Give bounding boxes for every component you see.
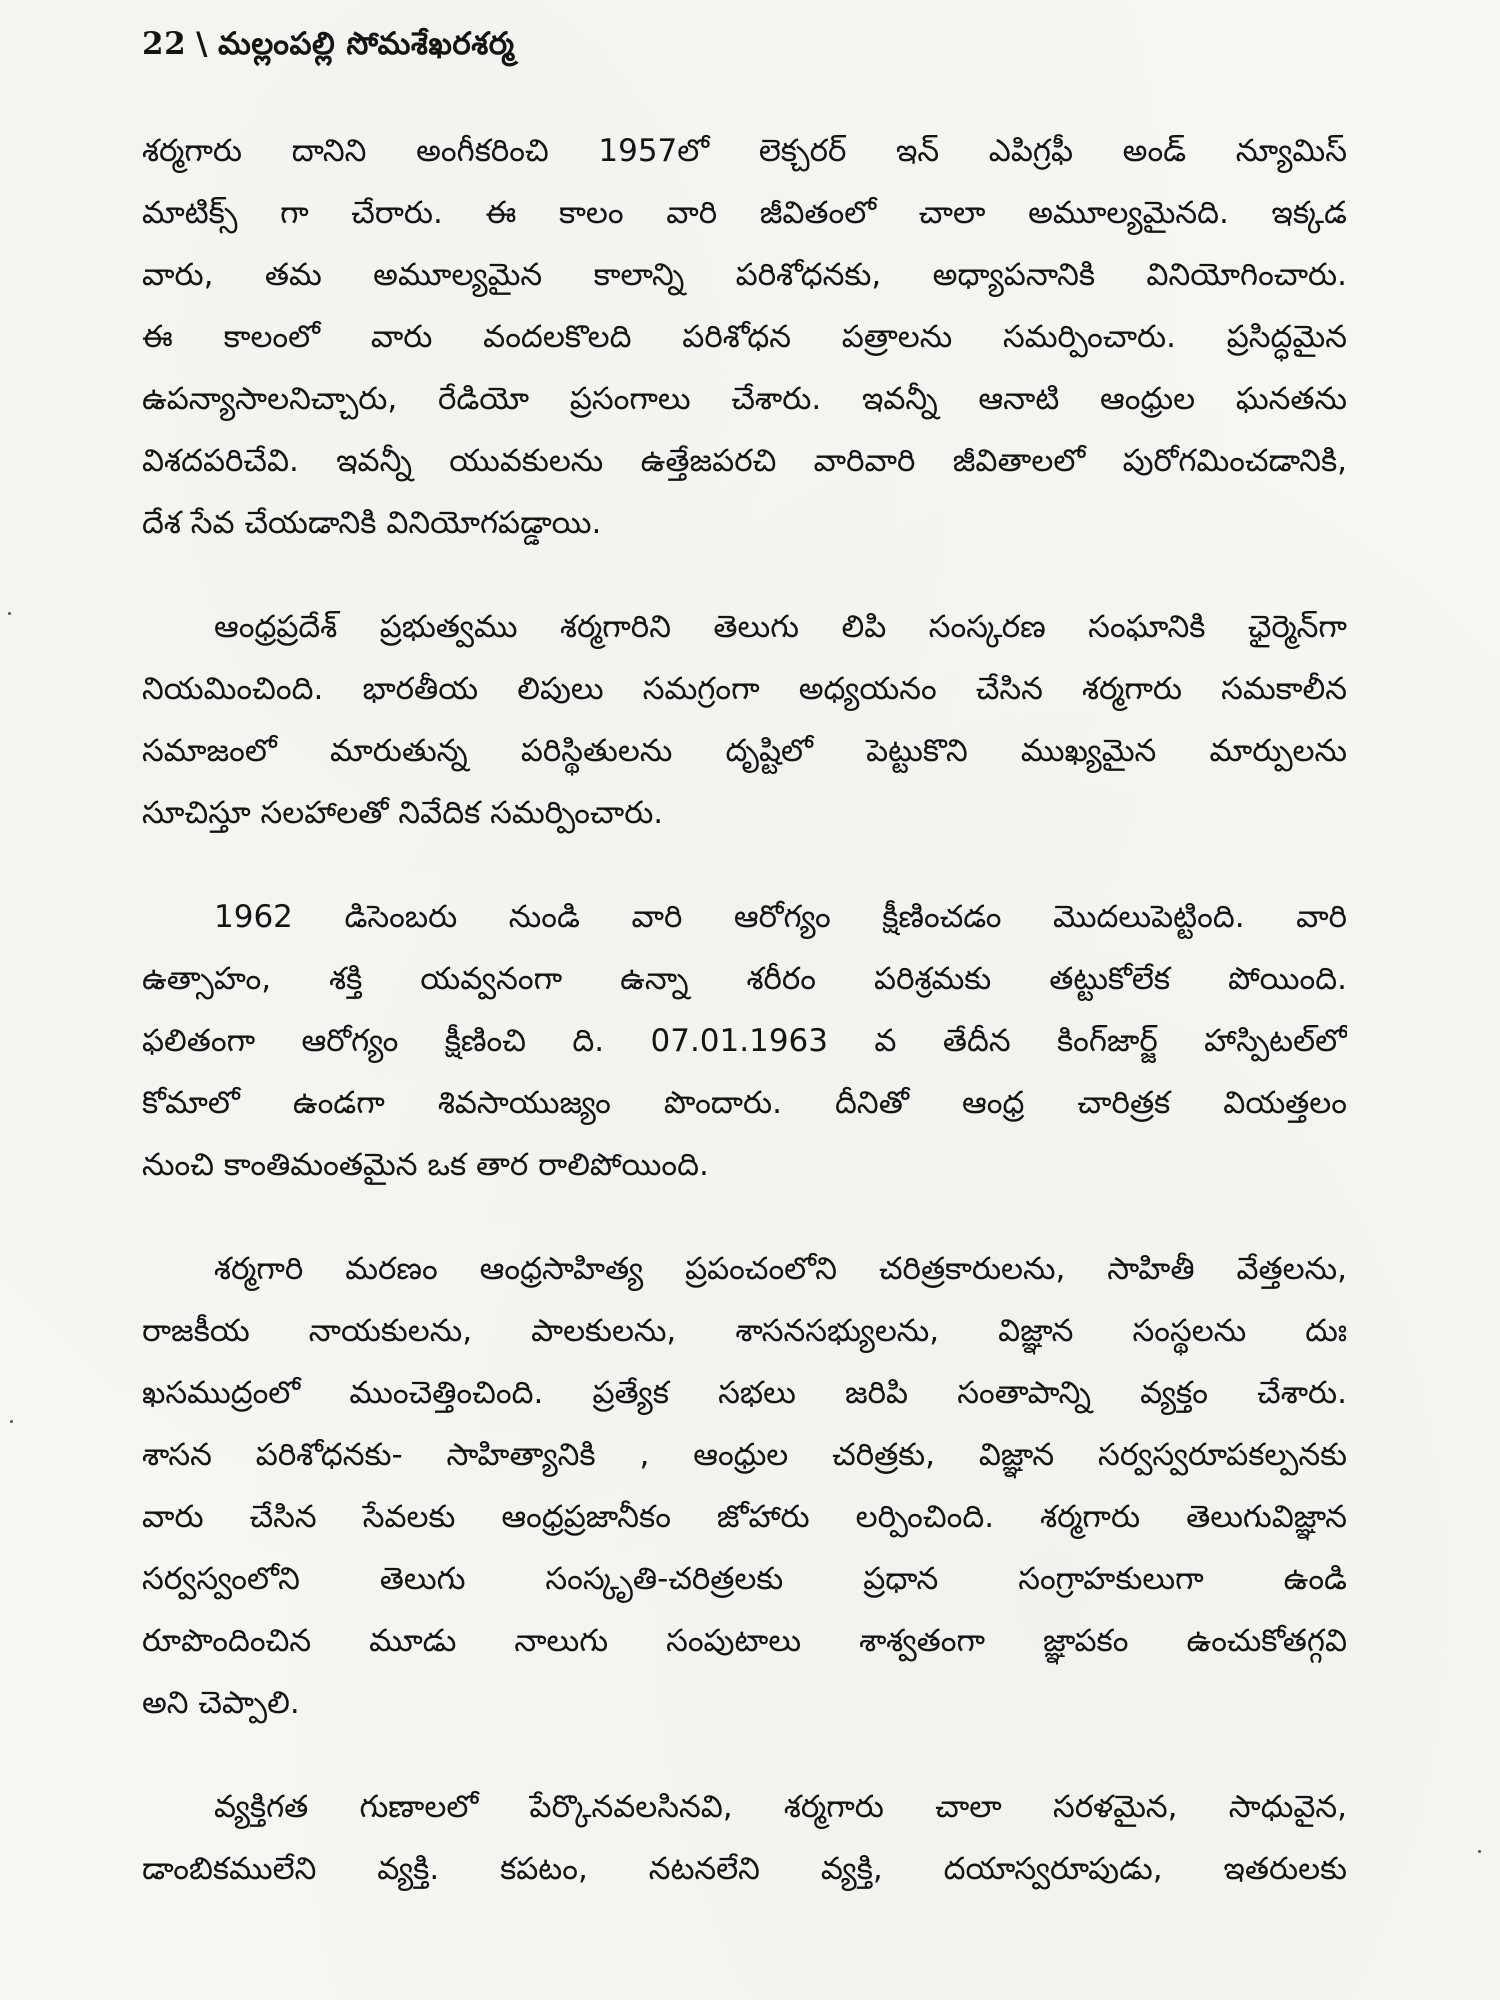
- text-line: రాజకీయ నాయకులను, పాలకులను, శాసనసభ్యులను, విజ్ఞాన సంస్థలను దుః: [142, 1313, 1347, 1349]
- text-line: ఖసముద్రంలో ముంచెత్తించింది. ప్రత్యేక సభలు జరిపి సంతాపాన్ని వ్యక్తం చేశారు.: [142, 1375, 1347, 1411]
- text-line: వ్యక్తిగత గుణాలలో పేర్కొనవలసినవి, శర్మగారు చాలా సరళమైన, సాధువైన,: [214, 1789, 1347, 1825]
- text-line: నుంచి కాంతిమంతమైన ఒక తార రాలిపోయింది.: [142, 1147, 709, 1183]
- paragraph-4: [142, 1238, 1347, 1734]
- text-line: సూచిస్తూ సలహాలతో నివేదిక సమర్పించారు.: [142, 795, 664, 831]
- text-line: దేశ సేవ చేయడానికి వినియోగపడ్డాయి.: [142, 505, 602, 541]
- text-line: 1962 డిసెంబరు నుండి వారి ఆరోగ్యం క్షీణించడం మొదలుపెట్టింది. వారి: [214, 899, 1347, 935]
- text-line: ఈ కాలంలో వారు వందలకొలది పరిశోధన పత్రాలను సమర్పించారు. ప్రసిద్ధమైన: [142, 319, 1347, 355]
- text-line: డాంబికములేని వ్యక్తి. కపటం, నటనలేని వ్యక్తి, దయాస్వరూపుడు, ఇతరులకు: [142, 1851, 1347, 1887]
- text-line: రూపొందించిన మూడు నాలుగు సంపుటాలు శాశ్వతంగా జ్ఞాపకం ఉంచుకోతగ్గవి: [142, 1623, 1347, 1659]
- body-text: [142, 120, 1347, 1942]
- text-line: ఫలితంగా ఆరోగ్యం క్షీణించి ది. 07.01.1963 వ తేదీన కింగ్‌జార్జ్ హాస్పిటల్‌లో: [142, 1023, 1347, 1059]
- text-line: వారు చేసిన సేవలకు ఆంధ్రప్రజానీకం జోహారు లర్పించింది. శర్మగారు తెలుగువిజ్ఞాన: [142, 1499, 1347, 1535]
- scan-speck: [10, 1420, 13, 1423]
- text-line: సర్వస్వంలోని తెలుగు సంస్కృతి-చరిత్రలకు ప్రధాన సంగ్రాహకులుగా ఉండి: [142, 1561, 1347, 1597]
- header-separator: \: [196, 26, 208, 62]
- scan-speck: [8, 612, 11, 615]
- running-title: మల్లంపల్లి సోమశేఖరశర్మ: [217, 26, 515, 62]
- running-header: [142, 26, 515, 69]
- paragraph-5: [142, 1776, 1347, 1900]
- text-line: ఉపన్యాసాలనిచ్చారు, రేడియో ప్రసంగాలు చేశారు. ఇవన్నీ ఆనాటి ఆంధ్రుల ఘనతను: [142, 381, 1347, 417]
- paragraph-1: [142, 120, 1347, 554]
- text-line: వారు, తమ అమూల్యమైన కాలాన్ని పరిశోధనకు, అధ్యాపనానికి వినియోగించారు.: [142, 257, 1347, 293]
- text-line: మాటిక్స్ గా చేరారు. ఈ కాలం వారి జీవితంలో చాలా అమూల్యమైనది. ఇక్కడ: [142, 195, 1347, 231]
- text-line: శర్మగారు దానిని అంగీకరించి 1957లో లెక్చరర్ ఇన్ ఎపిగ్రఫీ అండ్ న్యూమిస్: [142, 133, 1347, 169]
- paragraph-2: [142, 596, 1347, 844]
- text-line: కోమాలో ఉండగా శివసాయుజ్యం పొందారు. దీనితో ఆంధ్ర చారిత్రక వియత్తలం: [142, 1085, 1347, 1121]
- text-line: సమాజంలో మారుతున్న పరిస్థితులను దృష్టిలో పెట్టుకొని ముఖ్యమైన మార్పులను: [142, 733, 1347, 769]
- text-line: విశదపరిచేవి. ఇవన్నీ యువకులను ఉత్తేజపరచి వారివారి జీవితాలలో పురోగమించడానికి,: [142, 443, 1347, 479]
- text-line: ఉత్సాహం, శక్తి యవ్వనంగా ఉన్నా శరీరం పరిశ్రమకు తట్టుకోలేక పోయింది.: [142, 961, 1347, 997]
- text-line: నియమించింది. భారతీయ లిపులు సమగ్రంగా అధ్యయనం చేసిన శర్మగారు సమకాలీన: [142, 671, 1347, 707]
- scan-speck: [1478, 1850, 1481, 1853]
- text-line: శర్మగారి మరణం ఆంధ్రసాహిత్య ప్రపంచంలోని చరిత్రకారులను, సాహితీ వేత్తలను,: [214, 1251, 1347, 1287]
- text-line: అని చెప్పాలి.: [142, 1685, 300, 1721]
- paragraph-3: [142, 886, 1347, 1196]
- text-line: ఆంధ్రప్రదేశ్ ప్రభుత్వము శర్మగారిని తెలుగు లిపి సంస్కరణ సంఘానికి ఛైర్మెన్‌గా: [214, 609, 1347, 645]
- text-line: శాసన పరిశోధనకు- సాహిత్యానికి , ఆంధ్రుల చరిత్రకు, విజ్ఞాన సర్వస్వరూపకల్పనకు: [142, 1437, 1347, 1473]
- page-number: 22: [142, 26, 187, 62]
